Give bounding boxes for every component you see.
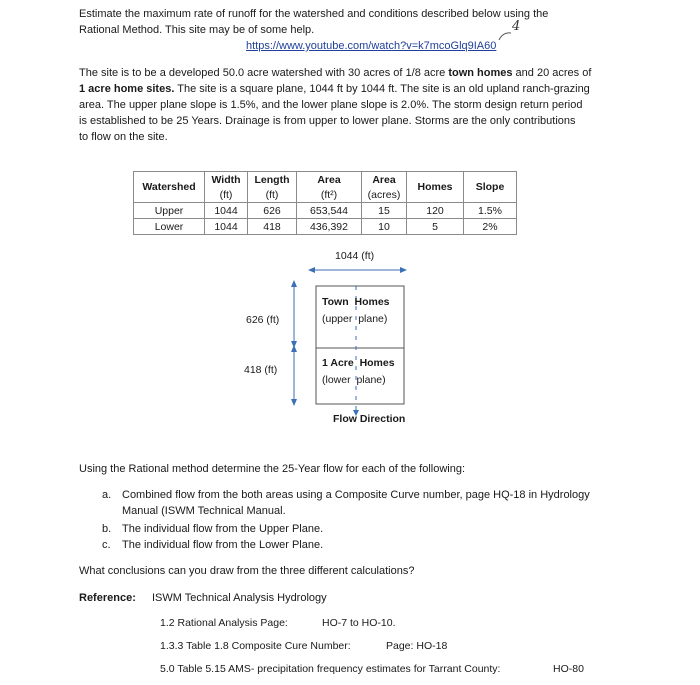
description-line-3: area. The upper plane slope is 1.5%, and the lower plane slope is 2.0%. The storm design return period [79,99,583,111]
watershed-table [133,171,517,235]
header-width: Width [205,172,248,188]
header-length: Length [248,172,297,188]
description-line-2: 1 acre home sites. The site is a square plane, 1044 ft by 1044 ft. The site is an old upland ranch-grazing [79,83,590,95]
task-question: What conclusions can you draw from the three different calculations? [79,565,415,577]
cell-width: 1044 [205,203,248,219]
reference-item-3 [160,663,500,675]
task-b-marker: b. [102,523,112,535]
cell-width: 1044 [205,219,248,235]
task-c-marker: c. [102,539,111,551]
cell-area-ft: 436,392 [297,219,362,235]
reference-item-text: 5.0 Table 5.15 AMS- precipitation frequency estimates for Tarrant County: [160,663,501,675]
cell-homes: 120 [407,203,464,219]
reference-item-text: 1.2 Rational Analysis Page: [160,617,288,629]
unit-width: (ft) [205,187,248,203]
unit-area-acres: (acres) [362,187,407,203]
unit-area-ft: (ft²) [297,187,362,203]
header-area-acres: Area [362,172,407,188]
handwritten-stroke [497,30,513,42]
cell-watershed: Lower [134,219,205,235]
site-diagram [280,262,430,422]
unit-length: (ft) [248,187,297,203]
cell-length: 418 [248,219,297,235]
task-a-line-1: Combined flow from the both areas using a Composite Curve number, page HQ-18 in Hydrology [122,489,590,501]
header-area-ft: Area [297,172,362,188]
upper-plane-label-1: Town Homes [322,296,390,308]
reference-title: ISWM Technical Analysis Hydrology [152,592,327,604]
description-line-5: to flow on the site. [79,131,168,143]
reference-item-1-page: HO-7 to HO-10. [322,617,396,629]
reference-item-2 [160,640,351,652]
header-watershed: Watershed [134,172,205,203]
description-line-4: is established to be 25 Years. Drainage is from upper to lower plane. Storms are the only contributions [79,115,576,127]
task-intro: Using the Rational method determine the 25-Year flow for each of the following: [79,463,466,475]
header-slope: Slope [464,172,517,203]
reference-item-3-page: HO-80 [553,663,584,675]
length-arrow [291,280,297,406]
intro-line-1: Estimate the maximum rate of runoff for the watershed and conditions described below using the [79,8,549,20]
task-c-text: The individual flow from the Lower Plane. [122,539,324,551]
cell-length: 626 [248,203,297,219]
upper-plane-label-2: (upper plane) [322,313,388,325]
youtube-link[interactable]: https://www.youtube.com/watch?v=k7mcoGlq9IA60 [246,40,497,52]
cell-area-acres: 15 [362,203,407,219]
table-row [134,203,517,219]
handwritten-mark: 4 [512,19,521,34]
description-line-1: The site is to be a developed 50.0 acre watershed with 30 acres of 1/8 acre town homes and 20 acres of [79,67,592,79]
task-a-marker: a. [102,489,112,501]
cell-slope: 1.5% [464,203,517,219]
task-b-text: The individual flow from the Upper Plane. [122,523,324,535]
flow-direction-label: Flow Direction [333,413,406,425]
reference-label: Reference: [79,592,136,604]
cell-homes: 5 [407,219,464,235]
reference-item-2-page: Page: HO-18 [386,640,448,652]
header-homes: Homes [407,172,464,203]
cell-area-acres: 10 [362,219,407,235]
width-arrow [308,267,407,273]
cell-slope: 2% [464,219,517,235]
intro-line-2: Rational Method. This site may be of some help. [79,24,315,36]
width-label: 1044 (ft) [335,250,375,262]
lower-plane-label-1: 1 Acre Homes [322,357,395,369]
cell-watershed: Upper [134,203,205,219]
upper-length-label: 626 (ft) [246,314,280,326]
cell-area-ft: 653,544 [297,203,362,219]
task-a-line-2: Manual (ISWM Technical Manual. [122,505,286,517]
lower-length-label: 418 (ft) [244,364,278,376]
table-row [134,219,517,235]
reference-item-1 [160,617,288,629]
lower-plane-label-2: (lower plane) [322,374,386,386]
reference-item-text: 1.3.3 Table 1.8 Composite Cure Number: [160,640,351,652]
table-header-row [134,172,517,188]
